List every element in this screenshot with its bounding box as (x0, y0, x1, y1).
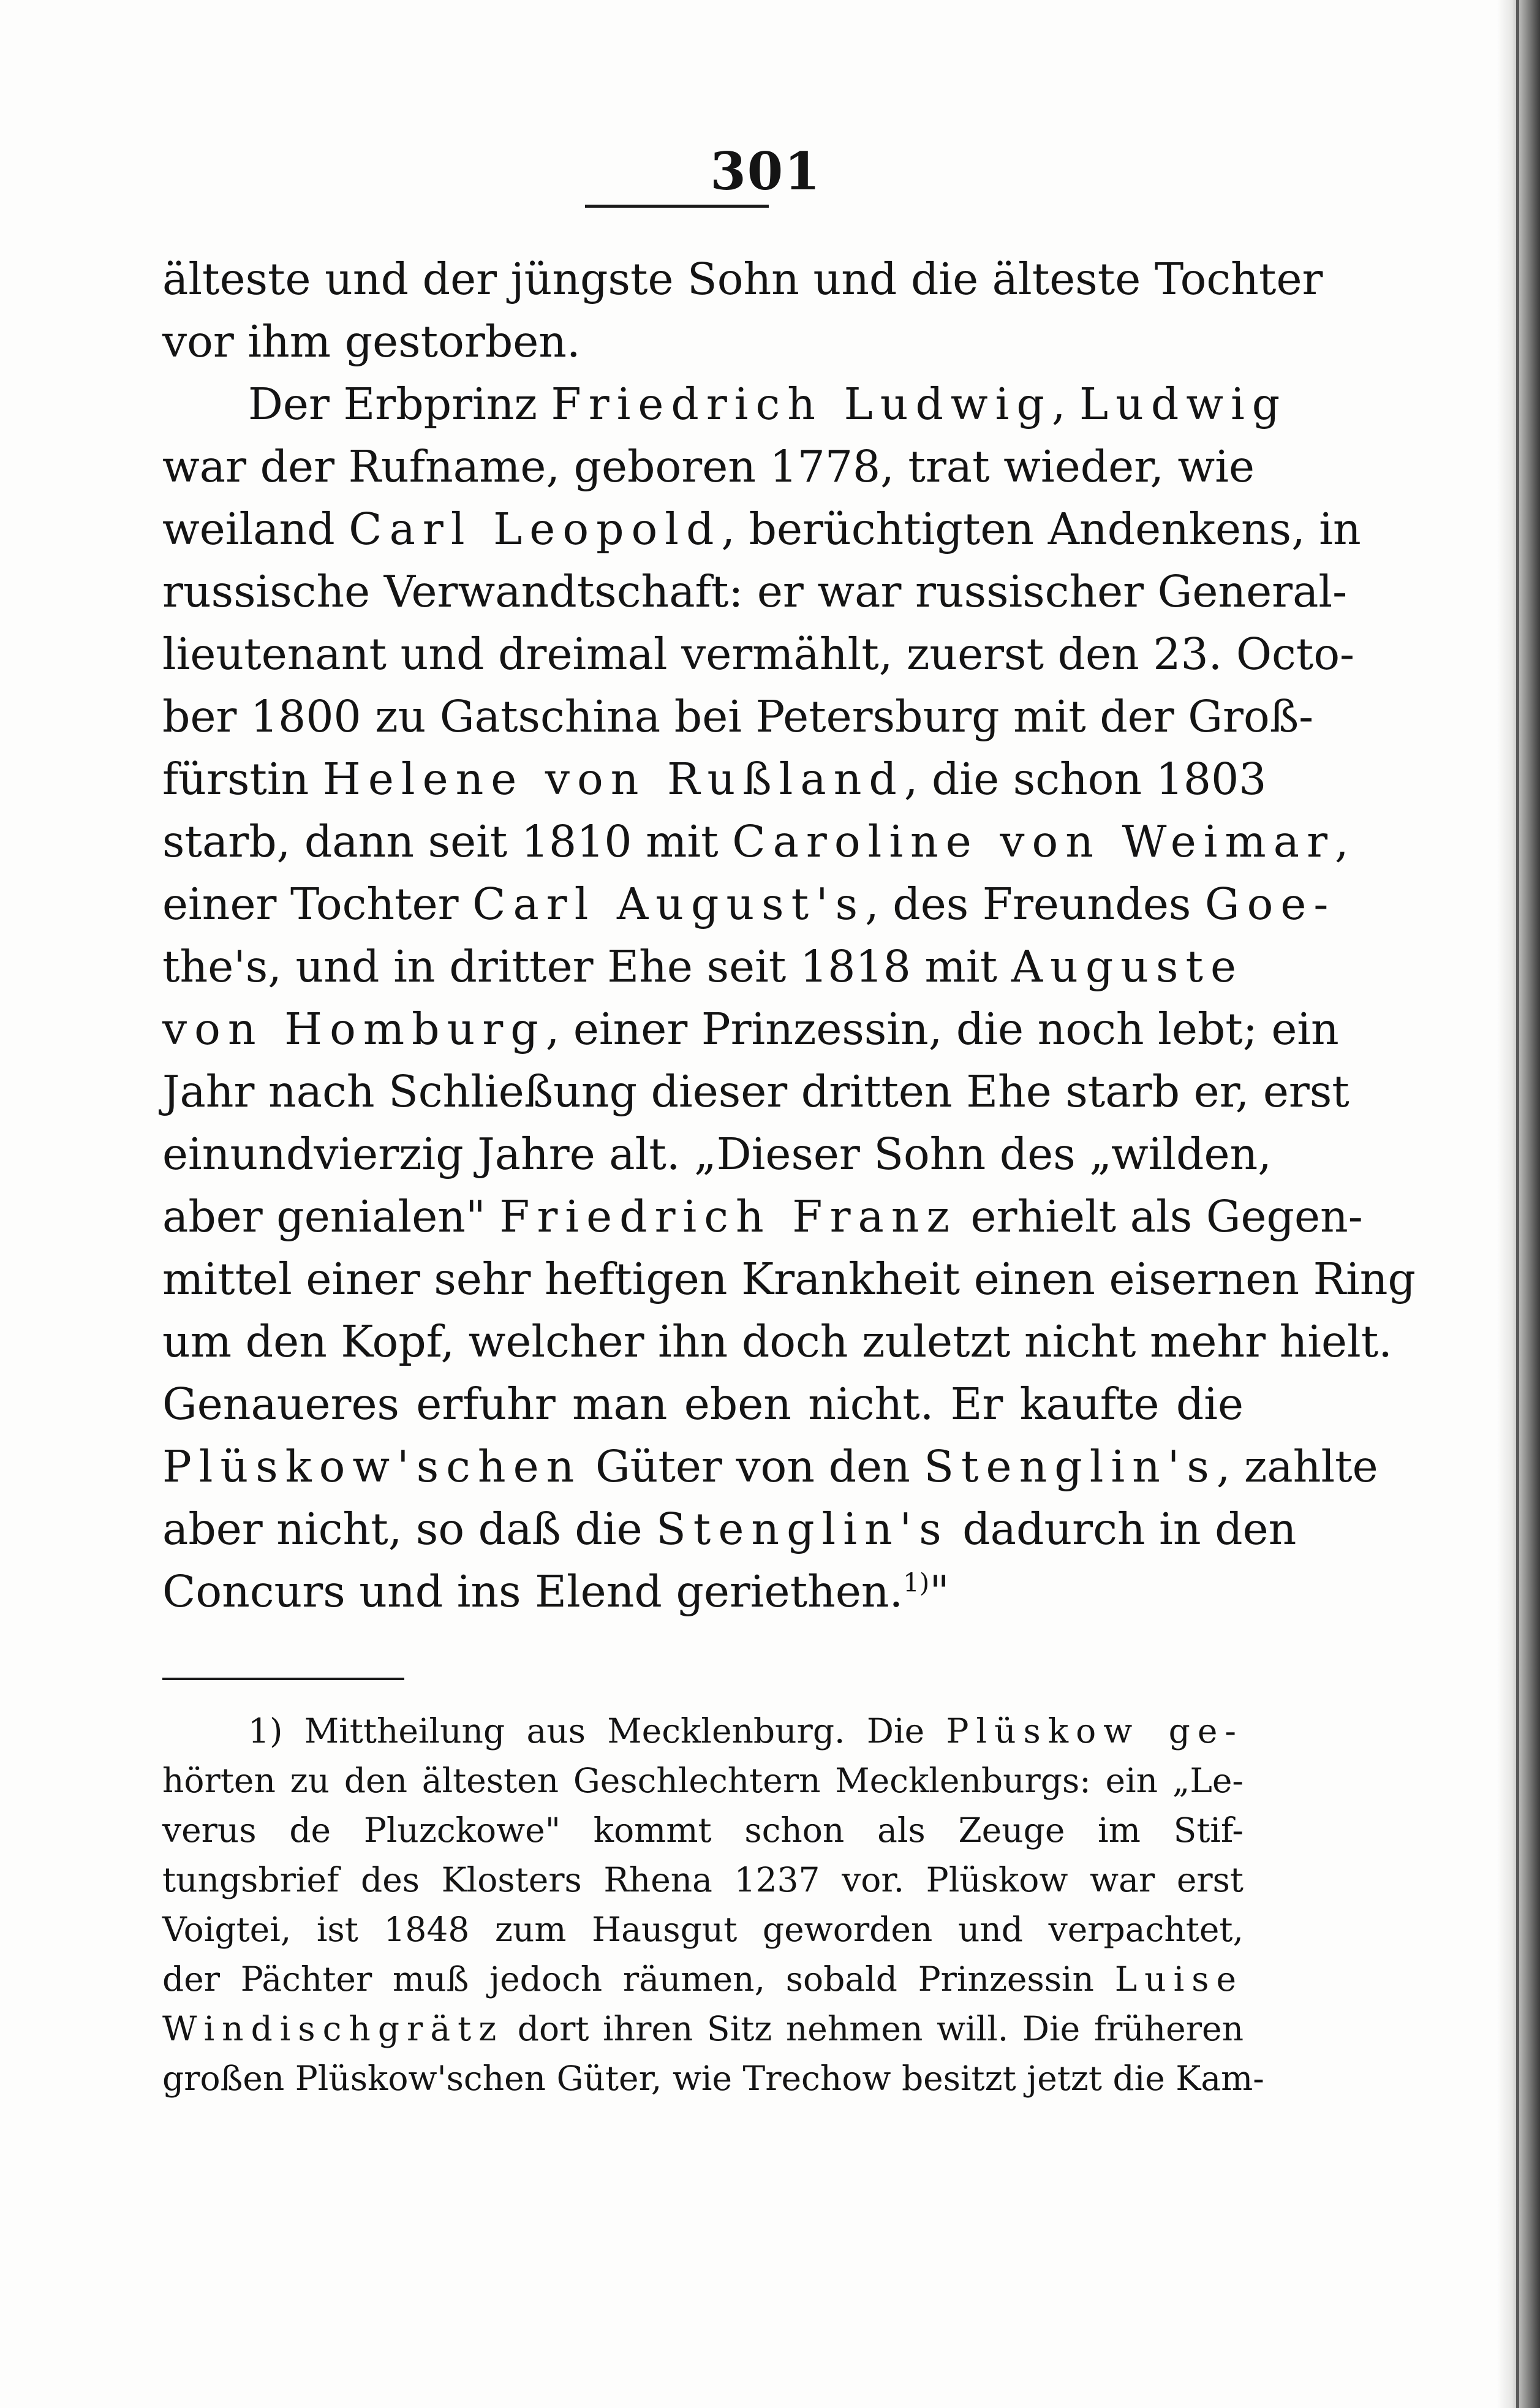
spaced-name: Friedrich Ludwig (551, 379, 1052, 430)
text-segment: fürstin (162, 754, 323, 805)
text-line: um den Kopf, welcher ihn doch zuletzt nicht mehr hielt. (162, 1316, 1392, 1367)
text-line (162, 748, 1267, 811)
text-segment: , berüchtigten Andenkens, in (721, 504, 1361, 555)
text-line (162, 936, 1244, 998)
footnote-line (162, 1955, 1244, 2004)
text-line (162, 498, 1361, 561)
text-line: einundvierzig Jahre alt. „Dieser Sohn des „wilden, (162, 1129, 1272, 1179)
spaced-name: Friedrich Franz (499, 1191, 957, 1242)
text-segment: dort ihren Sitz nehmen will. Die früheren (504, 2009, 1244, 2048)
main-text (162, 248, 1416, 1623)
spaced-name: Plüskow ge- (946, 1711, 1244, 1751)
text-line: älteste und der jüngste Sohn und die älteste Tochter (162, 254, 1323, 305)
text-segment: Der Erbprinz (248, 379, 551, 430)
text-line (162, 1436, 1378, 1498)
text-line: war der Rufname, geboren 1778, trat wieder, wie (162, 441, 1255, 492)
text-segment: Mittheilung aus Mecklenburg. Die (304, 1711, 946, 1751)
header-rule (585, 205, 769, 208)
text-segment: einer Tochter (162, 879, 473, 930)
footnote-line (162, 1706, 1244, 1756)
text-line: mittel einer sehr heftigen Krankheit einen eisernen Ring (162, 1254, 1416, 1304)
footnote-rule (162, 1678, 404, 1680)
text-segment: " (929, 1566, 949, 1617)
spaced-name: von Homburg (162, 1004, 546, 1054)
text-segment: aber genialen" (162, 1191, 500, 1242)
text-segment: the's, und in dritter Ehe seit 1818 mit (162, 941, 1011, 992)
text-segment: weiland (162, 504, 349, 555)
spaced-name: Carl Leopold (349, 504, 722, 555)
spaced-name: Luise (1114, 1959, 1244, 1999)
text-segment: der Pächter muß jedoch räumen, sobald Prinzessin (162, 1959, 1115, 1999)
text-segment: , die schon 1803 (904, 754, 1267, 805)
footnote-line: Voigtei, ist 1848 zum Hausgut geworden und verpachtet, (162, 1910, 1244, 1949)
text-line (162, 811, 1349, 873)
spaced-name: Auguste (1011, 941, 1244, 992)
text-segment: dadurch in den (948, 1504, 1297, 1554)
spaced-name: Helene von Rußland (322, 754, 904, 805)
text-line (162, 373, 1288, 436)
footnote-line: verus de Pluzckowe" kommt schon als Zeuge im Stif- (162, 1811, 1244, 1850)
text-segment: , des Freundes (865, 879, 1205, 930)
spaced-name: Carl August's (472, 879, 866, 930)
text-line (162, 998, 1339, 1061)
spaced-name: Caroline von Weimar (732, 816, 1335, 867)
spaced-name: Plüskow'schen (162, 1441, 582, 1492)
spaced-name: Stenglin's (656, 1504, 949, 1554)
footnote-marker: 1) (248, 1711, 283, 1751)
text-segment: , zahlte (1216, 1441, 1378, 1492)
text-segment: , einer Prinzessin, die noch lebt; ein (545, 1004, 1339, 1054)
text-segment: starb, dann seit 1810 mit (162, 816, 733, 867)
text-line: russische Verwandtschaft: er war russischer General- (162, 566, 1348, 617)
footnote (162, 1706, 1264, 2103)
text-line: lieutenant und dreimal vermählt, zuerst den 23. Octo- (162, 629, 1355, 680)
text-line (162, 1498, 1297, 1561)
text-segment: Concurs und ins Elend geriethen. (162, 1566, 904, 1617)
footnote-reference[interactable]: 1) (903, 1567, 930, 1598)
spaced-name: Goe- (1204, 879, 1336, 930)
text-line (162, 1561, 1244, 1623)
spaced-name: Windischgrätz (162, 2009, 504, 2048)
footnote-line: großen Plüskow'schen Güter, wie Trechow besitzt jetzt die Kam- (162, 2059, 1264, 2098)
page-edge-line (1516, 0, 1519, 2408)
text-line: vor ihm gestorben. (162, 316, 581, 367)
text-segment: aber nicht, so daß die (162, 1504, 657, 1554)
footnote-line (162, 2004, 1244, 2054)
text-line: ber 1800 zu Gatschina bei Petersburg mit der Groß- (162, 691, 1314, 742)
footnote-line: hörten zu den ältesten Geschlechtern Mecklenburgs: ein „Le- (162, 1761, 1244, 1800)
text-line: Genaueres erfuhr man eben nicht. Er kaufte die (162, 1379, 1244, 1429)
text-line (162, 873, 1336, 936)
text-line (162, 1186, 1363, 1248)
footnote-line: tungsbrief des Klosters Rhena 1237 vor. Plüskow war erst (162, 1860, 1244, 1899)
spaced-name: Ludwig (1079, 379, 1288, 430)
text-segment: erhielt als Gegen- (956, 1191, 1363, 1242)
spaced-name: Stenglin's (924, 1441, 1217, 1492)
text-line: Jahr nach Schließung dieser dritten Ehe starb er, erst (162, 1066, 1349, 1117)
text-segment: , (1051, 379, 1079, 430)
page-number: 301 (710, 141, 821, 202)
text-segment: , (1335, 816, 1349, 867)
text-segment: Güter von den (581, 1441, 924, 1492)
